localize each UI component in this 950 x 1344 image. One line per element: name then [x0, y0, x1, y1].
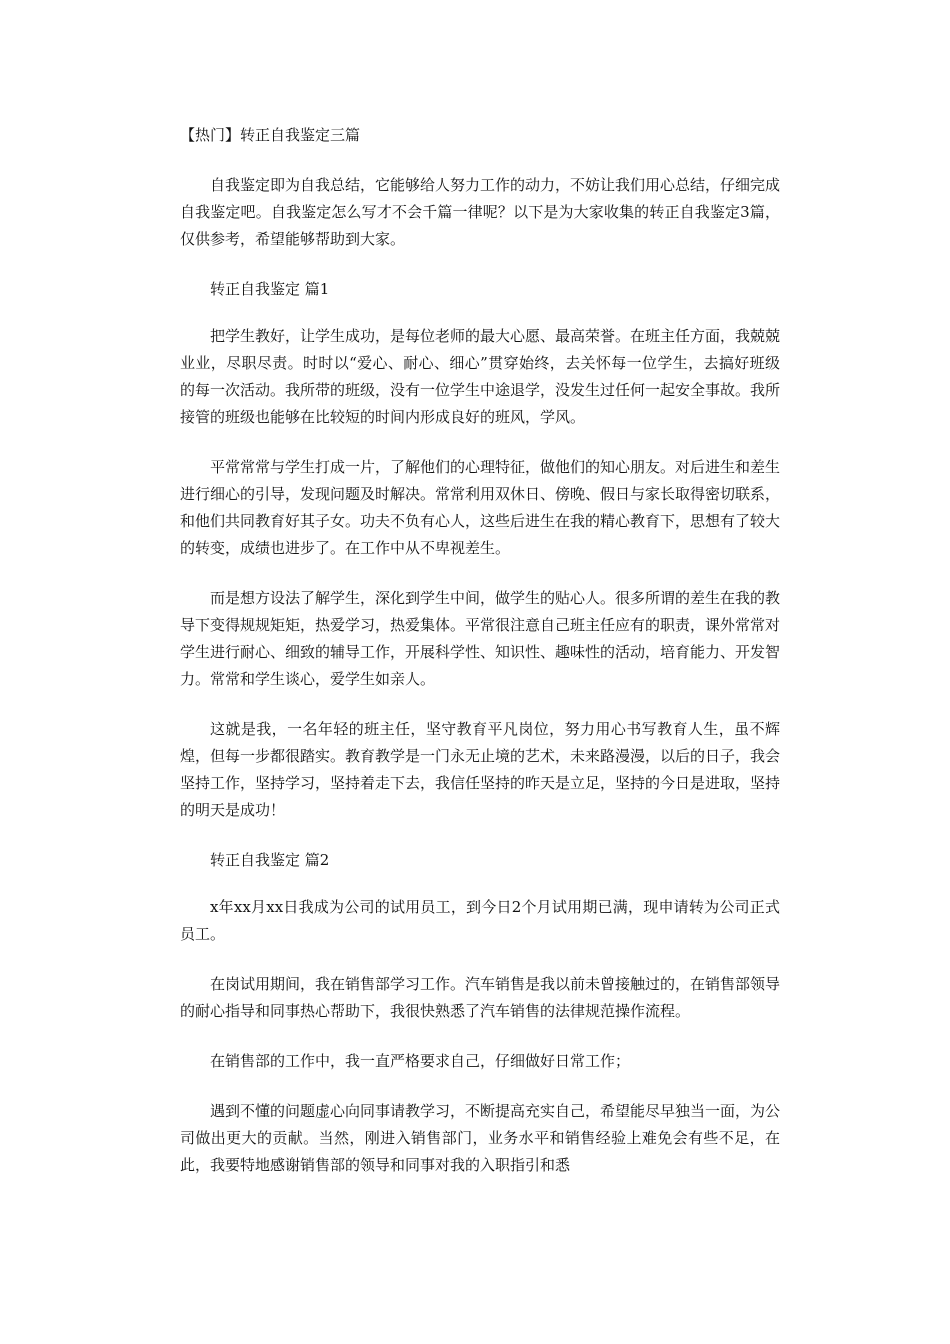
document-title: 【热门】转正自我鉴定三篇: [180, 126, 361, 144]
section-heading-2: 转正自我鉴定 篇2: [210, 851, 330, 869]
section-heading-1: 转正自我鉴定 篇1: [210, 280, 330, 298]
intro-paragraph: 自我鉴定即为自我总结，它能够给人努力工作的动力，不妨让我们用心总结，仔细完成自我鉴定吧。自我鉴定怎么写才不会千篇一律呢？以下是为大家收集的转正自我鉴定3篇，仅供参考，希望能够帮助到大家。: [180, 176, 781, 248]
body-paragraph: x年xx月xx日我成为公司的试用员工，到今日2个月试用期已满，现申请转为公司正式员工。: [180, 898, 780, 943]
body-paragraph: 平常常常与学生打成一片，了解他们的心理特征，做他们的知心朋友。对后进生和差生进行细心的引导，发现问题及时解决。常常利用双休日、傍晚、假日与家长取得密切联系，和他们共同教育好其子女。功夫不负有心人，这些后进生在我的精心教育下，思想有了较大的转变，成绩也进步了。在工作中从不卑视差生。: [180, 458, 781, 557]
body-paragraph: 这就是我，一名年轻的班主任，坚守教育平凡岗位，努力用心书写教育人生，虽不辉煌，但每一步都很踏实。教育教学是一门永无止境的艺术，未来路漫漫，以后的日子，我会坚持工作，坚持学习，坚持着走下去，我信任坚持的昨天是立足，坚持的今日是进取，坚持的明天是成功！: [180, 720, 781, 819]
document-page: [180, 118, 780, 1202]
body-paragraph: 在岗试用期间，我在销售部学习工作。汽车销售是我以前未曾接触过的，在销售部领导的耐心指导和同事热心帮助下，我很快熟悉了汽车销售的法律规范操作流程。: [180, 975, 781, 1020]
body-paragraph: 而是想方设法了解学生，深化到学生中间，做学生的贴心人。很多所谓的差生在我的教导下变得规规矩矩，热爱学习，热爱集体。平常很注意自己班主任应有的职责，课外常常对学生进行耐心、细致的辅导工作，开展科学性、知识性、趣味性的活动，培育能力、开发智力。常常和学生谈心，爱学生如亲人。: [180, 589, 781, 688]
body-paragraph: 把学生教好，让学生成功，是每位老师的最大心愿、最高荣誉。在班主任方面，我兢兢业业，尽职尽责。时时以“爱心、耐心、细心”贯穿始终，去关怀每一位学生，去搞好班级的每一次活动。我所带的班级，没有一位学生中途退学，没发生过任何一起安全事故。我所接管的班级也能够在比较短的时间内形成良好的班风，学风。: [180, 327, 781, 426]
body-paragraph: 在销售部的工作中，我一直严格要求自己，仔细做好日常工作；: [210, 1052, 631, 1070]
body-paragraph: 遇到不懂的问题虚心向同事请教学习，不断提高充实自己，希望能尽早独当一面，为公司做出更大的贡献。当然，刚进入销售部门，业务水平和销售经验上难免会有些不足，在此，我要特地感谢销售部的领导和同事对我的入职指引和悉: [180, 1102, 781, 1174]
